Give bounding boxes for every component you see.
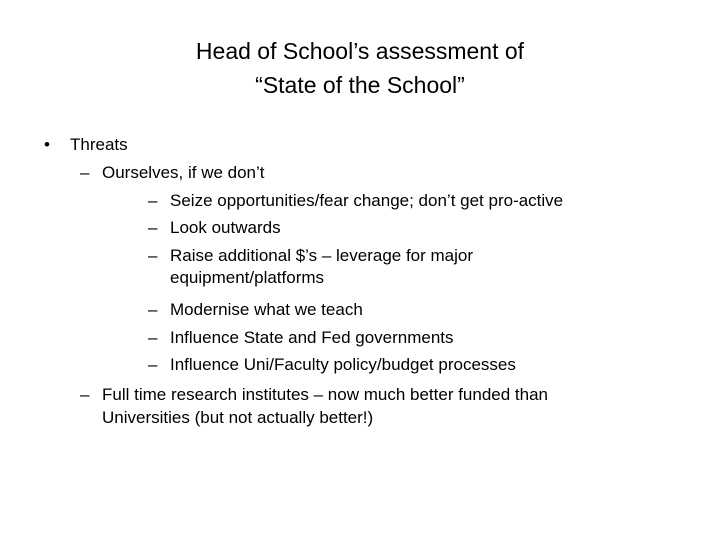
bullet-influence-state <box>148 328 454 348</box>
bullet-seize <box>148 191 564 211</box>
bullet-institutes <box>80 385 549 405</box>
dash-icon: – <box>148 246 158 265</box>
bullet-ourselves-text: Ourselves, if we don’t <box>102 163 265 182</box>
title-line-1: Head of School’s assessment of <box>195 38 525 64</box>
bullet-influence-uni <box>148 355 516 375</box>
dash-icon: – <box>148 218 158 237</box>
bullet-influence-state-text: Influence State and Fed governments <box>170 328 454 347</box>
bullet-modernise <box>148 300 363 320</box>
dash-icon: – <box>148 355 158 374</box>
dash-icon: – <box>148 300 158 319</box>
bullet-raise <box>148 246 474 266</box>
bullet-raise-text-2: equipment/platforms <box>170 268 325 287</box>
bullet-threats <box>44 135 128 155</box>
bullet-influence-uni-text: Influence Uni/Faculty policy/budget processes <box>170 355 516 374</box>
dash-icon: – <box>148 191 158 210</box>
bullet-dot-icon: • <box>44 135 50 154</box>
dash-icon: – <box>80 163 90 182</box>
bullet-modernise-text: Modernise what we teach <box>170 300 363 319</box>
bullet-threats-text: Threats <box>70 135 128 154</box>
bullet-institutes-continued <box>102 408 373 428</box>
bullet-raise-continued <box>170 268 324 288</box>
bullet-look-outwards-text: Look outwards <box>170 218 281 237</box>
bullet-look-outwards <box>148 218 281 238</box>
bullet-ourselves <box>80 163 265 183</box>
slide-title <box>0 34 720 102</box>
bullet-institutes-text-2: Universities (but not actually better!) <box>102 408 374 427</box>
title-line-2: “State of the School” <box>255 72 465 98</box>
bullet-raise-text: Raise additional $’s – leverage for major <box>170 246 474 265</box>
dash-icon: – <box>80 385 90 404</box>
bullet-institutes-text: Full time research institutes – now much better funded than <box>102 385 549 404</box>
bullet-seize-text: Seize opportunities/fear change; don’t get pro-active <box>170 191 564 210</box>
dash-icon: – <box>148 328 158 347</box>
